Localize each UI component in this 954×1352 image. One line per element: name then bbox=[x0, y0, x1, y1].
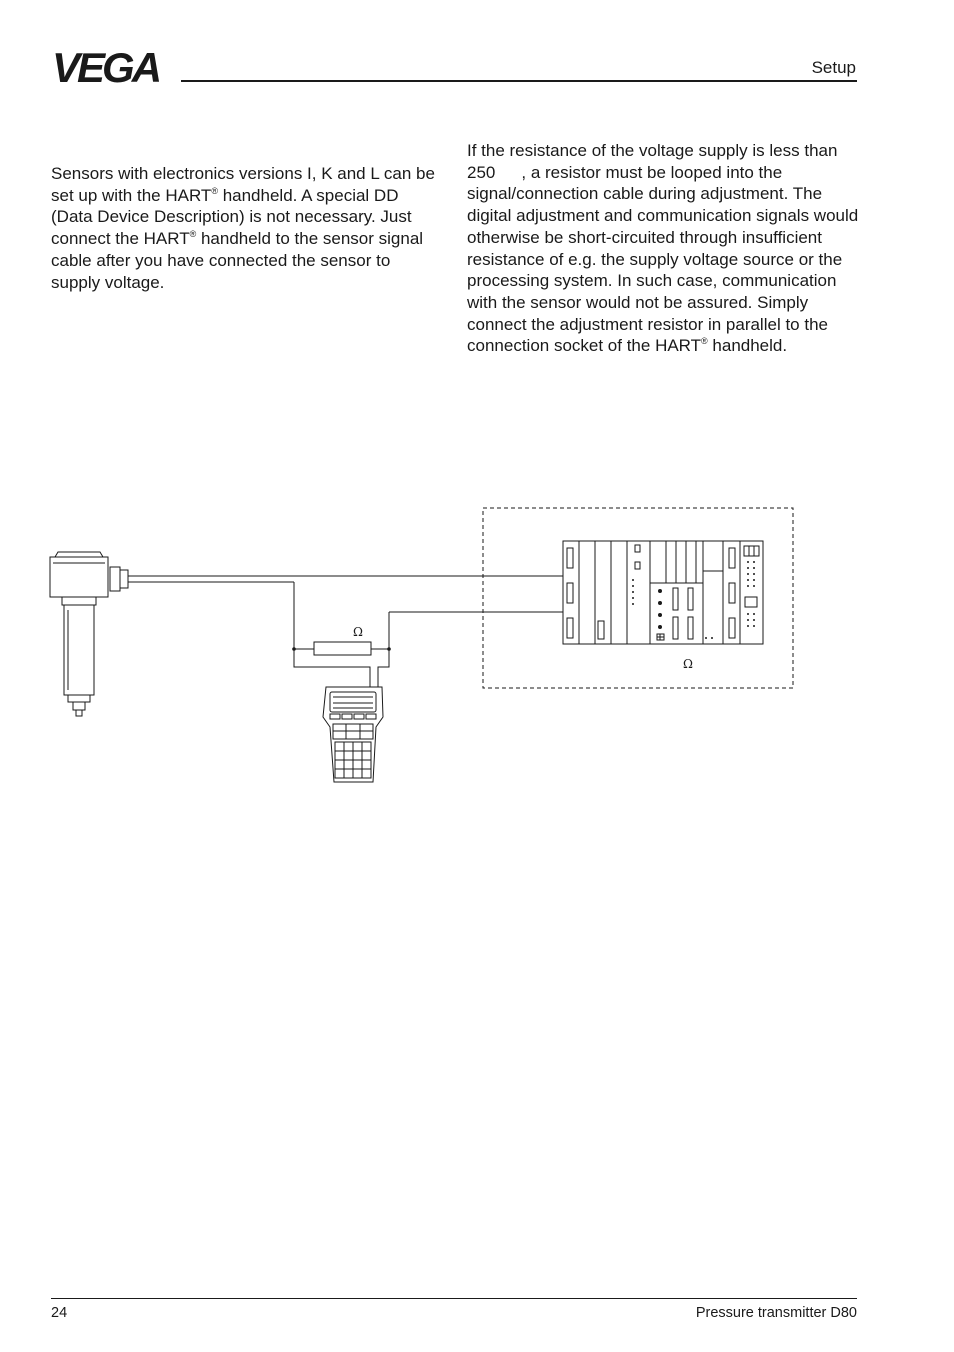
intro-paragraph bbox=[51, 163, 443, 293]
svg-text:VEGA: VEGA bbox=[52, 50, 160, 86]
header-rule bbox=[181, 80, 857, 82]
resistor-text-1: If the resistance of the voltage supply is less than 250 bbox=[467, 141, 838, 182]
intro-text-3: handheld to the sensor signal cable after you have connected the sensor to supply voltage. bbox=[51, 229, 424, 292]
registered-mark: ® bbox=[701, 336, 708, 347]
processing-system-boundary bbox=[483, 508, 793, 688]
vega-logo bbox=[52, 50, 172, 86]
adjustment-resistor bbox=[294, 642, 389, 655]
hart-handheld bbox=[323, 687, 383, 782]
intro-text-2: handheld. A special DD (Data Device Description) is not necessary. Just connect the HART bbox=[51, 185, 412, 249]
pressure-sensor bbox=[50, 552, 128, 716]
footer-rule bbox=[51, 1298, 857, 1299]
resistor-text-3: handheld. bbox=[707, 336, 788, 356]
page-number: 24 bbox=[51, 1305, 68, 1321]
document-title: Pressure transmitter D80 bbox=[695, 1305, 857, 1321]
registered-mark: ® bbox=[189, 229, 197, 240]
connection-diagram bbox=[0, 495, 954, 795]
intro-text-1: Sensors with electronics versions I, K and L can be set up with the HART bbox=[51, 164, 435, 205]
processing-system-rack bbox=[563, 541, 763, 644]
resistor-omega-label: Ω bbox=[353, 625, 363, 639]
resistor-paragraph bbox=[467, 140, 859, 357]
resistor-text-2: , a resistor must be looped into the signal/connection cable during adjustment. The digital adjustment and communication signals would otherwise be short-circuited through insufficient resistance of e.g. the supply voltage source or the processing system. In such case, communication with the sensor would not be assured. Simply connect the adjustment resistor in parallel to the connection socket of the HART bbox=[467, 162, 859, 356]
system-omega-label: Ω bbox=[683, 657, 693, 671]
section-title: Setup bbox=[811, 58, 856, 77]
registered-mark: ® bbox=[211, 185, 218, 196]
